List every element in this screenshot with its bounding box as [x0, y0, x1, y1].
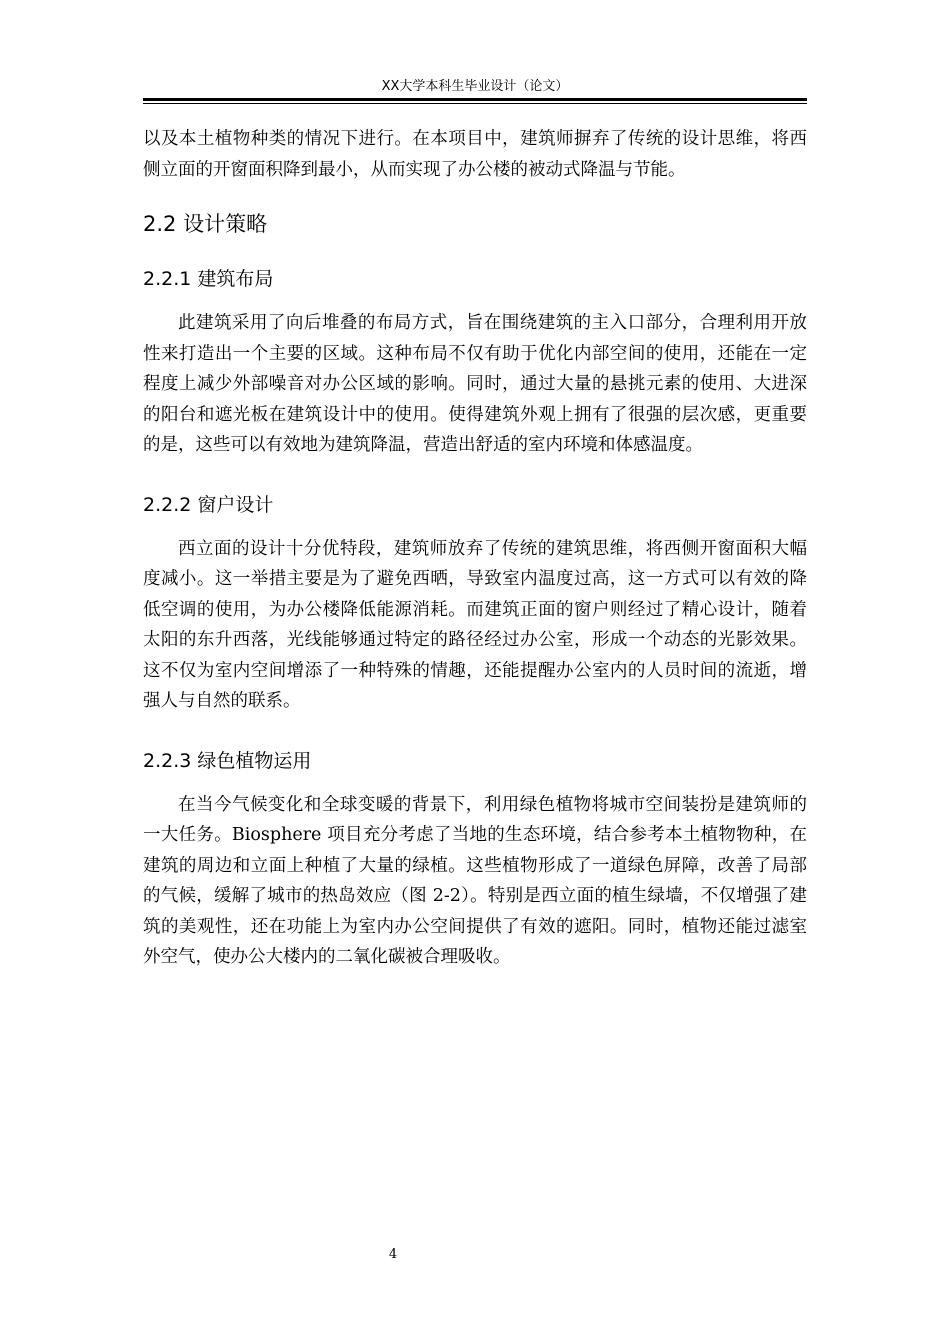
section-heading-2-2: 2.2 设计策略	[143, 212, 268, 236]
page-number: 4	[388, 1247, 398, 1262]
page-header-title: XX大学本科生毕业设计（论文）	[381, 79, 569, 94]
header-rule-thin	[143, 103, 807, 104]
section-heading-2-2-2: 2.2.2 窗户设计	[143, 493, 274, 516]
section-2-2-2-paragraph: 西立面的设计十分优特段，建筑师放弃了传统的建筑思维，将西侧开窗面积大幅度减小。这一举措主要是为了避免西晒，导致室内温度过高，这一方式可以有效的降低空调的使用，为办公楼降低能源消耗。而建筑正面的窗户则经过了精心设计，随着太阳的东升西落，光线能够通过特定的路径经过办公室，形成一个动态的光影效果。这不仅为室内空间增添了一种特殊的情趣，还能提醒办公室内的人员时间的流逝，增强人与自然的联系。	[143, 538, 807, 711]
section-2-2-1-paragraph: 此建筑采用了向后堆叠的布局方式，旨在围绕建筑的主入口部分，合理利用开放性来打造出一个主要的区域。这种布局不仅有助于优化内部空间的使用，还能在一定程度上减少外部噪音对办公区域的影响。同时，通过大量的悬挑元素的使用、大进深的阳台和遮光板在建筑设计中的使用。使得建筑外观上拥有了很强的层次感，更重要的是，这些可以有效地为建筑降温，营造出舒适的室内环境和体感温度。	[143, 313, 807, 455]
section-2-2-3-paragraph: 在当今气候变化和全球变暖的背景下，利用绿色植物将城市空间装扮是建筑师的一大任务。Biosphere 项目充分考虑了当地的生态环境，结合参考本土植物物种，在建筑的周边和立面上种植了大量的绿植。这些植物形成了一道绿色屏障，改善了局部的气候，缓解了城市的热岛效应（图 2-2）。特别是西立面的植生绿墙，不仅增强了建筑的美观性，还在功能上为室内办公空间提供了有效的遮阳。同时，植物还能过滤室外空气，使办公大楼内的二氧化碳被合理吸收。	[143, 794, 807, 967]
header-rule-thick	[143, 98, 807, 101]
document-body	[143, 124, 807, 973]
section-heading-2-2-1: 2.2.1 建筑布局	[143, 268, 274, 290]
section-heading-2-2-3: 2.2.3 绿色植物运用	[143, 749, 312, 772]
intro-paragraph: 以及本土植物种类的情况下进行。在本项目中，建筑师摒弃了传统的设计思维，将西侧立面的开窗面积降到最小，从而实现了办公楼的被动式降温与节能。	[143, 129, 807, 180]
